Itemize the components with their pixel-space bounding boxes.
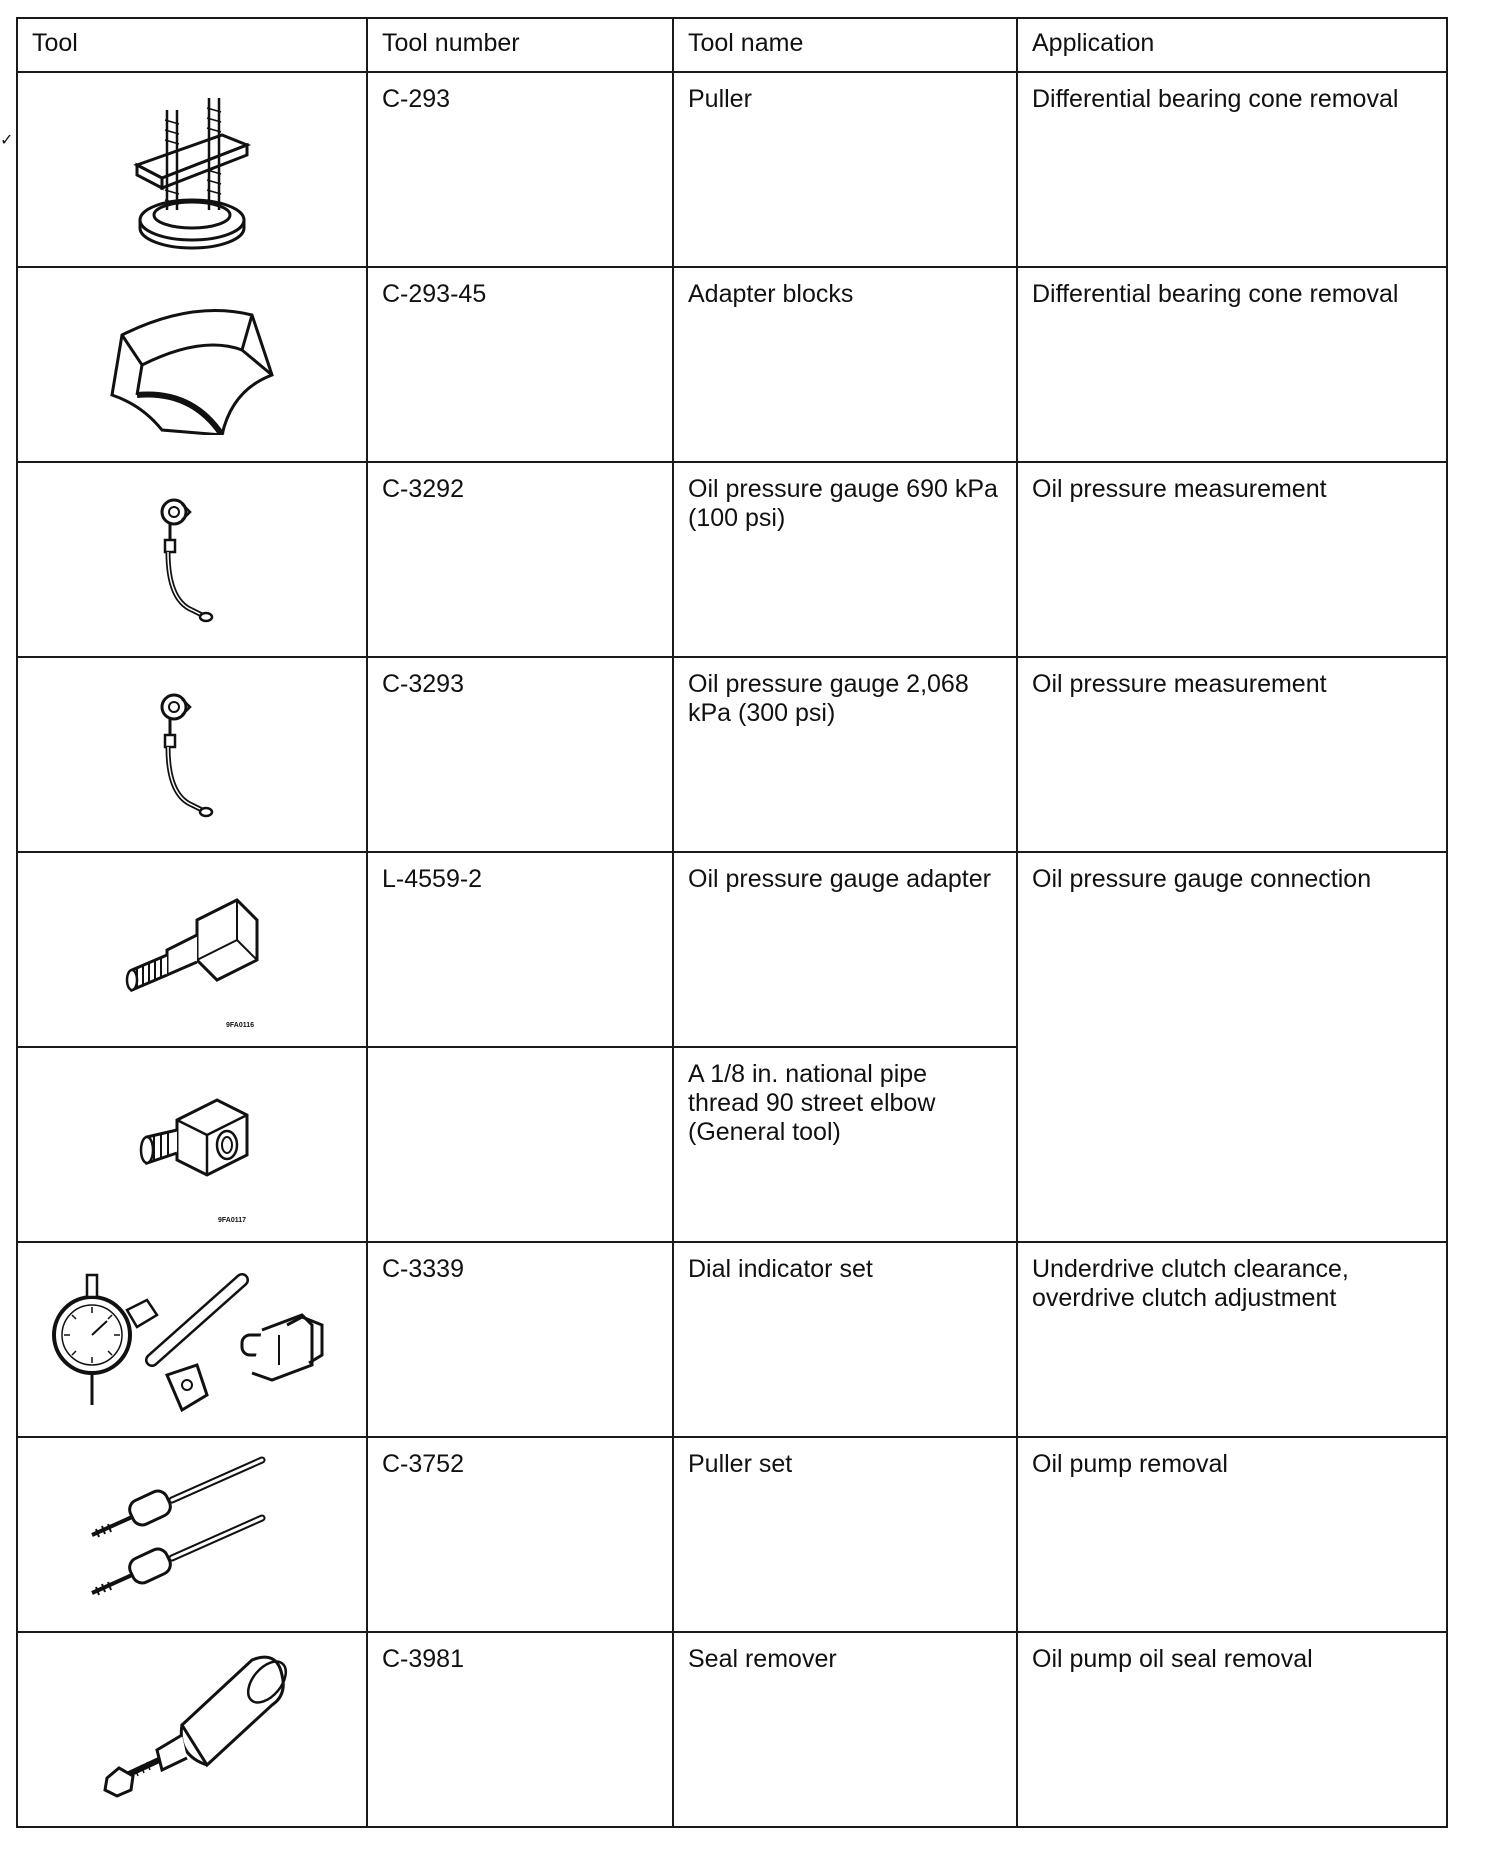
table-row — [17, 267, 1447, 462]
header-tool: Tool — [17, 18, 367, 72]
figure-code: 9FA0116 — [226, 1022, 255, 1029]
tool-name-cell: Seal remover — [673, 1632, 1017, 1827]
header-application: Application — [1017, 18, 1447, 72]
table-row — [17, 72, 1447, 267]
table-row — [17, 657, 1447, 852]
table-row — [17, 1437, 1447, 1632]
tool-number-cell: C-293 — [367, 72, 673, 267]
tool-cell — [17, 657, 367, 852]
oil-pressure-gauge-icon — [18, 685, 366, 825]
application-cell: Differential bearing cone removal — [1017, 72, 1447, 267]
tool-cell — [17, 72, 367, 267]
tool-cell — [17, 267, 367, 462]
tool-number-cell: C-3292 — [367, 462, 673, 657]
table-row — [17, 1242, 1447, 1437]
tool-name-cell: Dial indicator set — [673, 1242, 1017, 1437]
special-tools-table — [16, 17, 1448, 1828]
tool-name-cell: Oil pressure gauge 2,068 kPa (300 psi) — [673, 657, 1017, 852]
application-cell: Differential bearing cone removal — [1017, 267, 1447, 462]
margin-mark: ✓ — [0, 132, 14, 149]
tool-name-cell: Oil pressure gauge adapter — [673, 852, 1017, 1047]
tool-number-cell: C-293-45 — [367, 267, 673, 462]
tool-number-cell: C-3981 — [367, 1632, 673, 1827]
header-tool-name: Tool name — [673, 18, 1017, 72]
tool-cell — [17, 1632, 367, 1827]
table-row — [17, 852, 1447, 1047]
table-row — [17, 462, 1447, 657]
tool-number-cell: C-3293 — [367, 657, 673, 852]
oil-pressure-gauge-icon — [18, 490, 366, 630]
tool-name-cell: Adapter blocks — [673, 267, 1017, 462]
header-tool-number: Tool number — [367, 18, 673, 72]
tool-name-cell: A 1/8 in. national pipe thread 90 street elbow (General tool) — [673, 1047, 1017, 1242]
table-row — [17, 1632, 1447, 1827]
tool-cell — [17, 852, 367, 1047]
tool-number-cell — [367, 1047, 673, 1242]
application-cell: Oil pressure measurement — [1017, 462, 1447, 657]
puller-icon — [18, 90, 366, 250]
tool-name-cell: Puller — [673, 72, 1017, 267]
tool-cell — [17, 462, 367, 657]
figure-code: 9FA0117 — [218, 1217, 247, 1224]
tool-number-cell: L-4559-2 — [367, 852, 673, 1047]
header-row — [17, 18, 1447, 72]
gauge-adapter-icon — [18, 890, 366, 1010]
application-cell: Oil pump removal — [1017, 1437, 1447, 1632]
seal-remover-icon — [18, 1650, 366, 1810]
tool-name-cell: Oil pressure gauge 690 kPa (100 psi) — [673, 462, 1017, 657]
tool-name-cell: Puller set — [673, 1437, 1017, 1632]
tool-cell — [17, 1437, 367, 1632]
application-cell: Oil pressure measurement — [1017, 657, 1447, 852]
street-elbow-icon — [18, 1085, 366, 1205]
tool-cell — [17, 1047, 367, 1242]
tool-number-cell: C-3339 — [367, 1242, 673, 1437]
dial-indicator-set-icon — [18, 1255, 366, 1425]
application-cell: Oil pressure gauge connection — [1017, 852, 1447, 1242]
puller-set-icon — [18, 1455, 366, 1615]
tool-cell — [17, 1242, 367, 1437]
tool-number-cell: C-3752 — [367, 1437, 673, 1632]
adapter-block-icon — [18, 295, 366, 435]
application-cell: Underdrive clutch clearance, overdrive clutch adjustment — [1017, 1242, 1447, 1437]
application-cell: Oil pump oil seal removal — [1017, 1632, 1447, 1827]
